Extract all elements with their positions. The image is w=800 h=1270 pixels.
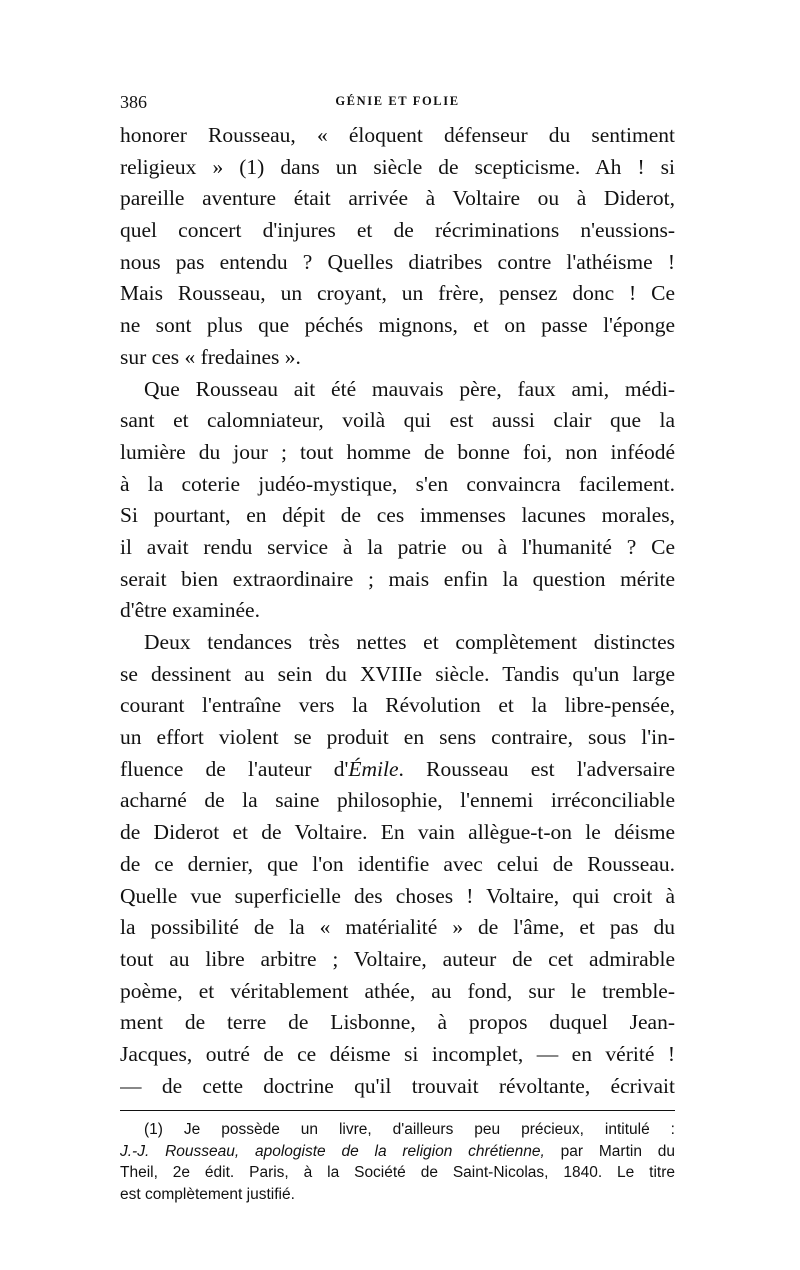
text-line: Jacques, outré de ce déisme si incomplet, — en vérité ! — [120, 1041, 675, 1066]
text-segment: . Rousseau est l'adversaire — [398, 756, 675, 781]
page-number: 386 — [120, 92, 147, 112]
text-line: sur ces « fredaines ». — [120, 344, 301, 369]
text-line: courant l'entraîne vers la Révolution et la libre-pensée, — [120, 693, 675, 718]
footnote-line: (1) Je possède un livre, d'ailleurs peu précieux, intitulé : — [144, 1121, 675, 1139]
text-line: d'être examinée. — [120, 598, 260, 623]
text-line: nous pas entendu ? Quelles diatribes contre l'athéisme ! — [120, 249, 675, 274]
running-title: GÉNIE ET FOLIE — [335, 94, 460, 108]
text-line: tout au libre arbitre ; Voltaire, auteur de cet admirable — [120, 946, 675, 971]
text-segment: fluence de l'auteur d' — [120, 756, 349, 781]
text-line: Que Rousseau ait été mauvais père, faux ami, médi- — [144, 376, 675, 401]
text-line: un effort violent se produit en sens contraire, sous l'in- — [120, 725, 675, 750]
text-line: ment de terre de Lisbonne, à propos duquel Jean- — [120, 1010, 675, 1035]
italic-title: Émile — [348, 756, 399, 781]
text-line: pareille aventure était arrivée à Voltaire ou à Diderot, — [120, 186, 675, 211]
text-line: quel concert d'injures et de récriminations n'eussions- — [120, 218, 675, 243]
text-line: Mais Rousseau, un croyant, un frère, pensez donc ! Ce — [120, 281, 675, 306]
footnote — [120, 1119, 675, 1205]
text-line: acharné de la saine philosophie, l'ennemi irréconciliable — [120, 788, 675, 813]
text-line: serait bien extraordinaire ; mais enfin la question mérite — [120, 566, 675, 591]
text-line: à la coterie judéo-mystique, s'en convaincra facilement. — [120, 471, 675, 496]
text-line: Quelle vue superficielle des choses ! Voltaire, qui croit à — [120, 883, 675, 908]
book-page — [120, 92, 675, 1205]
text-line: se dessinent au sein du XVIIIe siècle. Tandis qu'un large — [120, 661, 675, 686]
text-line: — de cette doctrine qu'il trouvait révoltante, écrivait — [120, 1073, 675, 1098]
footnote-line: Theil, 2e édit. Paris, à la Société de Saint-Nicolas, 1840. Le titre — [120, 1164, 675, 1182]
text-line: de Diderot et de Voltaire. En vain allègue-t-on le déisme — [120, 820, 675, 845]
text-line: il avait rendu service à la patrie ou à l'humanité ? Ce — [120, 534, 675, 559]
footnote-divider — [120, 1110, 675, 1111]
text-line: la possibilité de la « matérialité » de l'âme, et pas du — [120, 915, 675, 940]
page-header — [120, 92, 675, 120]
text-line — [120, 754, 675, 786]
text-line: Deux tendances très nettes et complètement distinctes — [144, 630, 675, 654]
footnote-line — [120, 1141, 675, 1163]
text-line: de ce dernier, que l'on identifie avec celui de Rousseau. — [120, 851, 675, 876]
text-line: religieux » (1) dans un siècle de scepticisme. Ah ! si — [120, 154, 675, 179]
text-line: sant et calomniateur, voilà qui est aussi clair que la — [120, 408, 675, 433]
text-line: lumière du jour ; tout homme de bonne foi, non inféodé — [120, 439, 675, 464]
body-text — [120, 120, 675, 1102]
footnote-segment: par Martin du — [544, 1142, 675, 1160]
text-line: honorer Rousseau, « éloquent défenseur du sentiment — [120, 123, 675, 147]
text-line: ne sont plus que péchés mignons, et on passe l'éponge — [120, 313, 675, 338]
footnote-line: est complètement justifié. — [120, 1185, 295, 1203]
footnote-italic: J.-J. Rousseau, apologiste de la religion chrétienne, — [120, 1142, 545, 1160]
text-line: Si pourtant, en dépit de ces immenses lacunes morales, — [120, 503, 675, 528]
text-line: poème, et véritablement athée, au fond, sur le tremble- — [120, 978, 675, 1003]
